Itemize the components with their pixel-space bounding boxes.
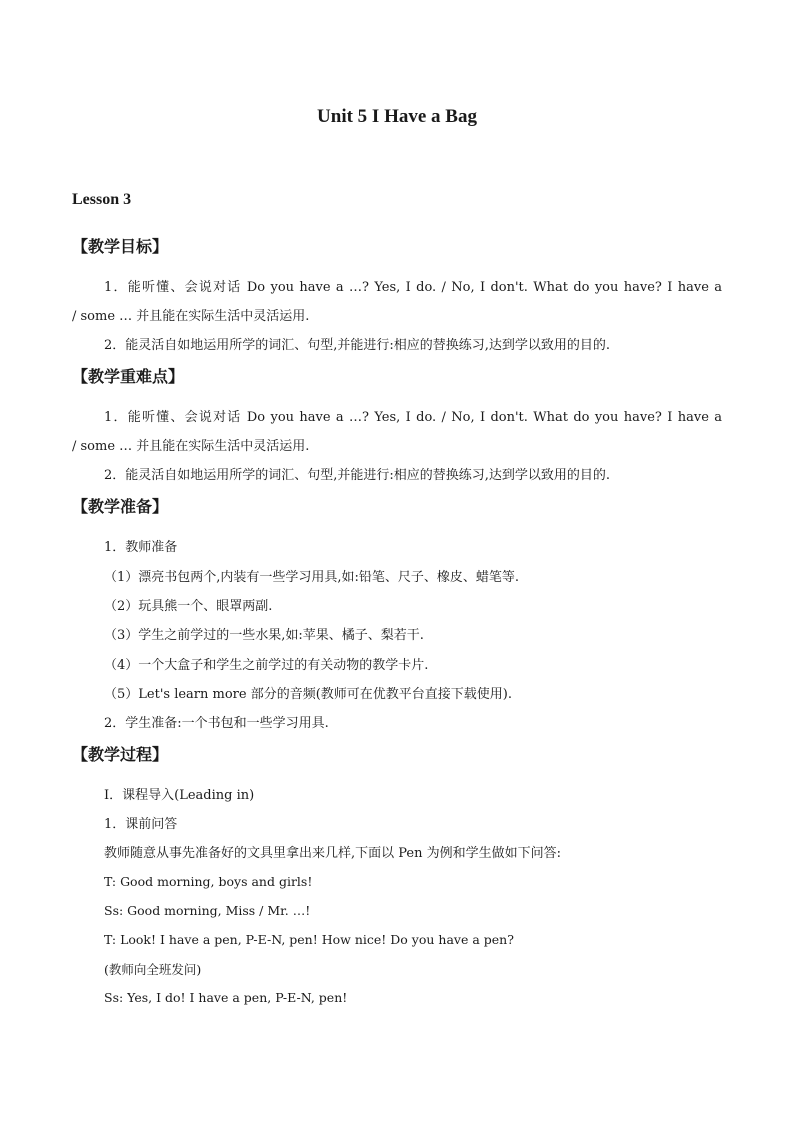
page-title: Unit 5 I Have a Bag	[317, 106, 477, 127]
teacher-prep-item-1: （1）漂亮书包两个,内装有一些学习用具,如:铅笔、尺子、橡皮、蜡笔等.	[104, 570, 520, 585]
student-prep: 2．学生准备:一个书包和一些学习用具.	[104, 716, 329, 731]
teacher-prep-item-2: （2）玩具熊一个、眼罩两副.	[104, 599, 273, 614]
dialogue-line-3: T: Look! I have a pen, P-E-N, pen! How nice! Do you have a pen?	[104, 932, 514, 947]
process-intro: 教师随意从事先准备好的文具里拿出来几样,下面以 Pen 为例和学生做如下问答:	[104, 846, 562, 861]
process-step-1: Ⅰ．课程导入(Leading in)	[104, 788, 255, 803]
key-point-item-1-line-2: / some … 并且能在实际生活中灵活运用.	[72, 439, 310, 454]
section-heading-objectives: 【教学目标】	[72, 237, 169, 256]
key-point-item-1-line-1: 1．能听懂、会说对话 Do you have a …? Yes, I do. / No, I don't. What do you have? I have a	[104, 410, 722, 425]
section-heading-key-points: 【教学重难点】	[72, 367, 185, 386]
teacher-prep-item-5: （5）Let's learn more 部分的音频(教师可在优教平台直接下载使用).	[104, 687, 512, 702]
teacher-prep-heading: 1．教师准备	[104, 540, 178, 555]
lesson-label: Lesson 3	[72, 191, 132, 208]
objective-item-1-line-1: 1．能听懂、会说对话 Do you have a …? Yes, I do. / No, I don't. What do you have? I have a	[104, 280, 722, 295]
teacher-prep-item-4: （4）一个大盒子和学生之前学过的有关动物的教学卡片.	[104, 658, 429, 673]
teacher-prep-item-3: （3）学生之前学过的一些水果,如:苹果、橘子、梨若干.	[104, 628, 424, 643]
dialogue-line-2: Ss: Good morning, Miss / Mr. …!	[104, 903, 311, 918]
dialogue-note: (教师向全班发问)	[104, 962, 202, 977]
process-sub-1: 1．课前问答	[104, 817, 178, 832]
section-heading-process: 【教学过程】	[72, 745, 169, 764]
dialogue-line-1: T: Good morning, boys and girls!	[104, 874, 313, 889]
objective-item-1-line-2: / some … 并且能在实际生活中灵活运用.	[72, 309, 310, 324]
section-heading-preparation: 【教学准备】	[72, 497, 169, 516]
key-point-item-2: 2．能灵活自如地运用所学的词汇、句型,并能进行:相应的替换练习,达到学以致用的目的.	[104, 468, 611, 483]
objective-item-2: 2．能灵活自如地运用所学的词汇、句型,并能进行:相应的替换练习,达到学以致用的目的.	[104, 338, 611, 353]
dialogue-line-4: Ss: Yes, I do! I have a pen, P-E-N, pen!	[104, 990, 348, 1005]
